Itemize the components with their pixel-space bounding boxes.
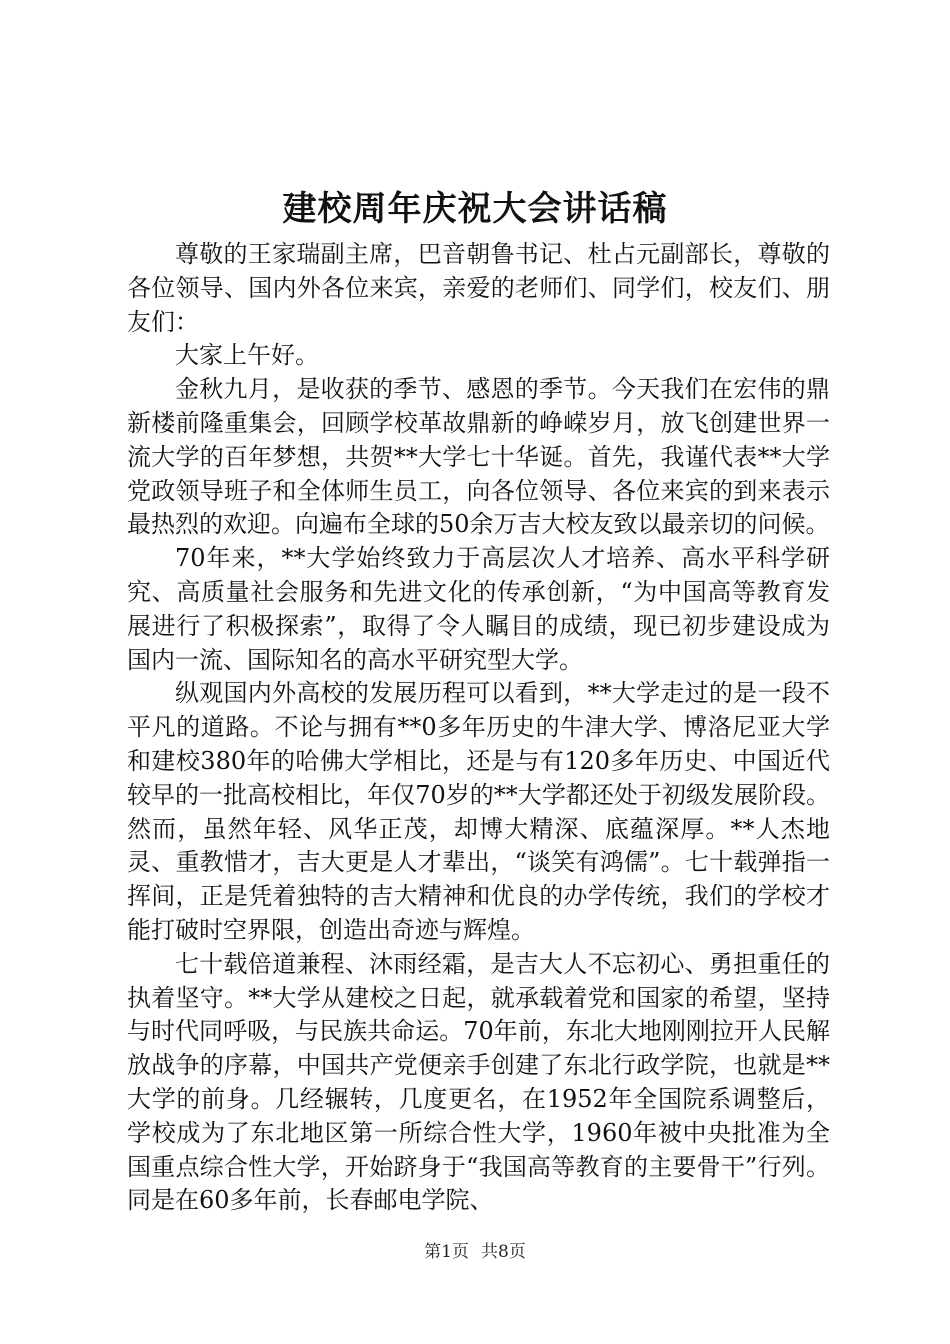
page-footer [0,1240,950,1264]
paragraph-greeting: 大家上午好。 [175,341,319,370]
document-title: 建校周年庆祝大会讲话稿 [282,189,668,229]
paragraph-development: 纵观国内外高校的发展历程可以看到，**大学走过的是一段不平凡的道路。不论与拥有**0多年历史的牛津大学、博洛尼亚大学和建校380年的哈佛大学相比，还是与有120多年历史、中国近代较早的一批高校相比，年仅70岁的**大学都还处于初级发展阶段。然而，虽然年轻、风华正茂，却博大精深、底蕴深厚。**人杰地灵、重教惜才，吉大更是人才辈出，“谈笑有鸿儒”。七十载弹指一挥间，正是凭着独特的吉大精神和优良的办学传统，我们的学校才能打破时空界限，创造出奇迹与辉煌。 [127,679,830,944]
paragraph-history: 七十载倍道兼程、沐雨经霜，是吉大人不忘初心、勇担重任的执着坚守。**大学从建校之日起，就承载着党和国家的希望，坚持与时代同呼吸，与民族共命运。70年前，东北大地刚刚拉开人民解放战争的序幕，中国共产党便亲手创建了东北行政学院，也就是**大学的前身。几经辗转，几度更名，在1952年全国院系调整后，学校成为了东北地区第一所综合性大学，1960年被中央批准为全国重点综合性大学，开始跻身于“我国高等教育的主要骨干”行列。同是在60多年前，长春邮电学院、 [127,949,830,1215]
paragraph-achievements: 70年来，**大学始终致力于高层次人才培养、高水平科学研究、高质量社会服务和先进文化的传承创新，“为中国高等教育发展进行了积极探索”，取得了令人瞩目的成绩，现已初步建设成为国内一流、国际知名的高水平研究型大学。 [127,544,830,674]
document-body [127,238,830,1218]
page-number: 第1页 [424,1242,469,1262]
paragraph-salutation: 尊敬的王家瑞副主席，巴音朝鲁书记、杜占元副部长，尊敬的各位领导、国内外各位来宾，亲爱的老师们、同学们，校友们、朋友们： [127,240,830,336]
page-total: 共8页 [481,1242,526,1262]
paragraph-welcome: 金秋九月，是收获的季节、感恩的季节。今天我们在宏伟的鼎新楼前隆重集会，回顾学校革故鼎新的峥嵘岁月，放飞创建世界一流大学的百年梦想，共贺**大学七十华诞。首先，我谨代表**大学党政领导班子和全体师生员工，向各位领导、各位来宾的到来表示最热烈的欢迎。向遍布全球的50余万吉大校友致以最亲切的问候。 [127,375,830,539]
